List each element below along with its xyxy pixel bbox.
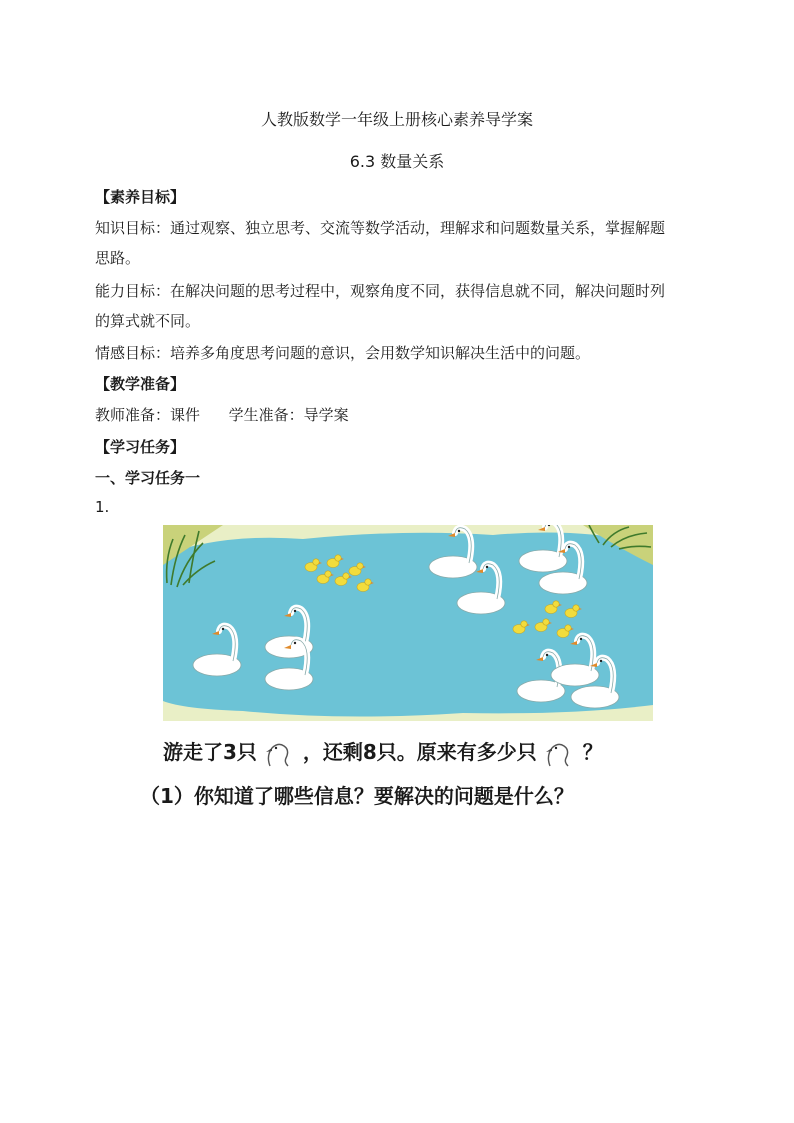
swan-pond-illustration <box>163 525 653 721</box>
item-number: 1. <box>95 498 110 516</box>
problem-statement <box>163 736 603 768</box>
prep-line: 教师准备：课件 学生准备：导学案 <box>95 406 349 424</box>
task1-heading: 一、学习任务一 <box>95 469 201 487</box>
knowledge-goal-line2: 思路。 <box>95 249 141 267</box>
lesson-subtitle: 6.3 数量关系 <box>349 152 445 171</box>
problem-part3: ？ <box>582 740 603 764</box>
prep-heading: 【教学准备】 <box>95 375 186 393</box>
problem-part1: 游走了3只 <box>163 740 257 764</box>
ability-goal-line1: 能力目标：在解决问题的思考过程中，观察角度不同，获得信息就不同，解决问题时列 <box>95 282 666 300</box>
swan-icon <box>544 740 576 768</box>
tasks-heading: 【学习任务】 <box>95 438 186 456</box>
knowledge-goal-line1: 知识目标：通过观察、独立思考、交流等数学活动，理解求和问题数量关系，掌握解题 <box>95 219 666 237</box>
emotion-goal: 情感目标：培养多角度思考问题的意识，会用数学知识解决生活中的问题。 <box>95 344 591 362</box>
problem-part2: ，还剩8只。原来有多少只 <box>302 740 537 764</box>
question-1: （1）你知道了哪些信息？要解决的问题是什么？ <box>140 784 574 808</box>
goals-heading: 【素养目标】 <box>95 188 186 206</box>
document-title: 人教版数学一年级上册核心素养导学案 <box>260 110 533 129</box>
ability-goal-line2: 的算式就不同。 <box>95 312 201 330</box>
swan-icon <box>264 740 296 768</box>
